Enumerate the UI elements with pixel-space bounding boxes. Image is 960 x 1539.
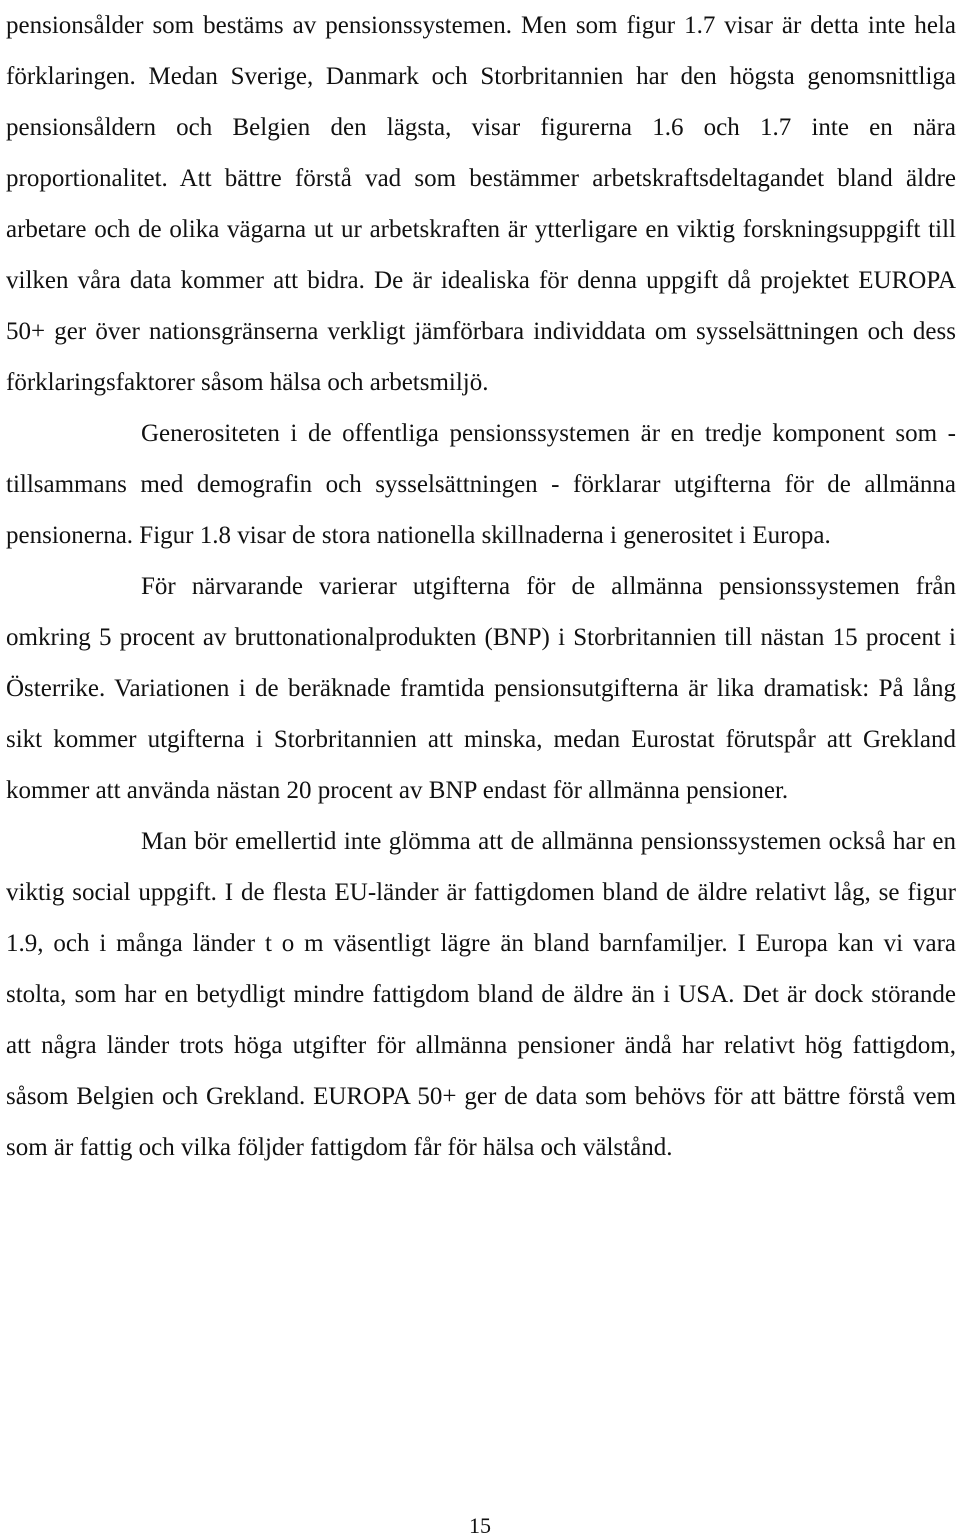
paragraph-1: pensionsålder som bestäms av pensionssystemen. Men som figur 1.7 visar är detta inte hela förklaringen. Medan Sverige, Danmark och Storbritannien har den högsta genomsnittliga pensionsåldern och Belgien den lägsta, visar figurerna 1.6 och 1.7 inte en nära proportionalitet. Att bättre förstå vad som bestämmer arbetskraftsdeltagandet bland äldre arbetare och de olika vägarna ut ur arbetskraften är ytterligare en viktig forskningsuppgift till vilken våra data kommer att bidra. De är idealiska för denna uppgift då projektet EUROPA 50+ ger över nationsgränserna verkligt jämförbara individdata om sysselsättningen och dess förklaringsfaktorer såsom hälsa och arbetsmiljö.: [6, 12, 956, 396]
paragraph-2: Generositeten i de offentliga pensionssystemen är en tredje komponent som - tillsammans med demografin och sysselsättningen - förklarar utgifterna för de allmänna pensionerna. Figur 1.8 visar de stora nationella skillnaderna i generositet i Europa.: [6, 420, 956, 549]
document-body: [6, 0, 956, 1173]
page-number: 15: [469, 1513, 491, 1538]
paragraph-3: För närvarande varierar utgifterna för de allmänna pensionssystemen från omkring 5 procent av bruttonationalprodukten (BNP) i Storbritannien till nästan 15 procent i Österrike. Variationen i de beräknade framtida pensionsutgifterna är lika dramatisk: På lång sikt kommer utgifterna i Storbritannien att minska, medan Eurostat förutspår att Grekland kommer att använda nästan 20 procent av BNP endast för allmänna pensioner.: [6, 573, 956, 804]
paragraph-4: Man bör emellertid inte glömma att de allmänna pensionssystemen också har en viktig social uppgift. I de flesta EU-länder är fattigdomen bland de äldre relativt låg, se figur 1.9, och i många länder t o m väsentligt lägre än bland barnfamiljer. I Europa kan vi vara stolta, som har en betydligt mindre fattigdom bland de äldre än i USA. Det är dock störande att några länder trots höga utgifter för allmänna pensioner ändå har relativt hög fattigdom, såsom Belgien och Grekland. EUROPA 50+ ger de data som behövs för att bättre förstå vem som är fattig och vilka följder fattigdom får för hälsa och välstånd.: [6, 828, 956, 1161]
